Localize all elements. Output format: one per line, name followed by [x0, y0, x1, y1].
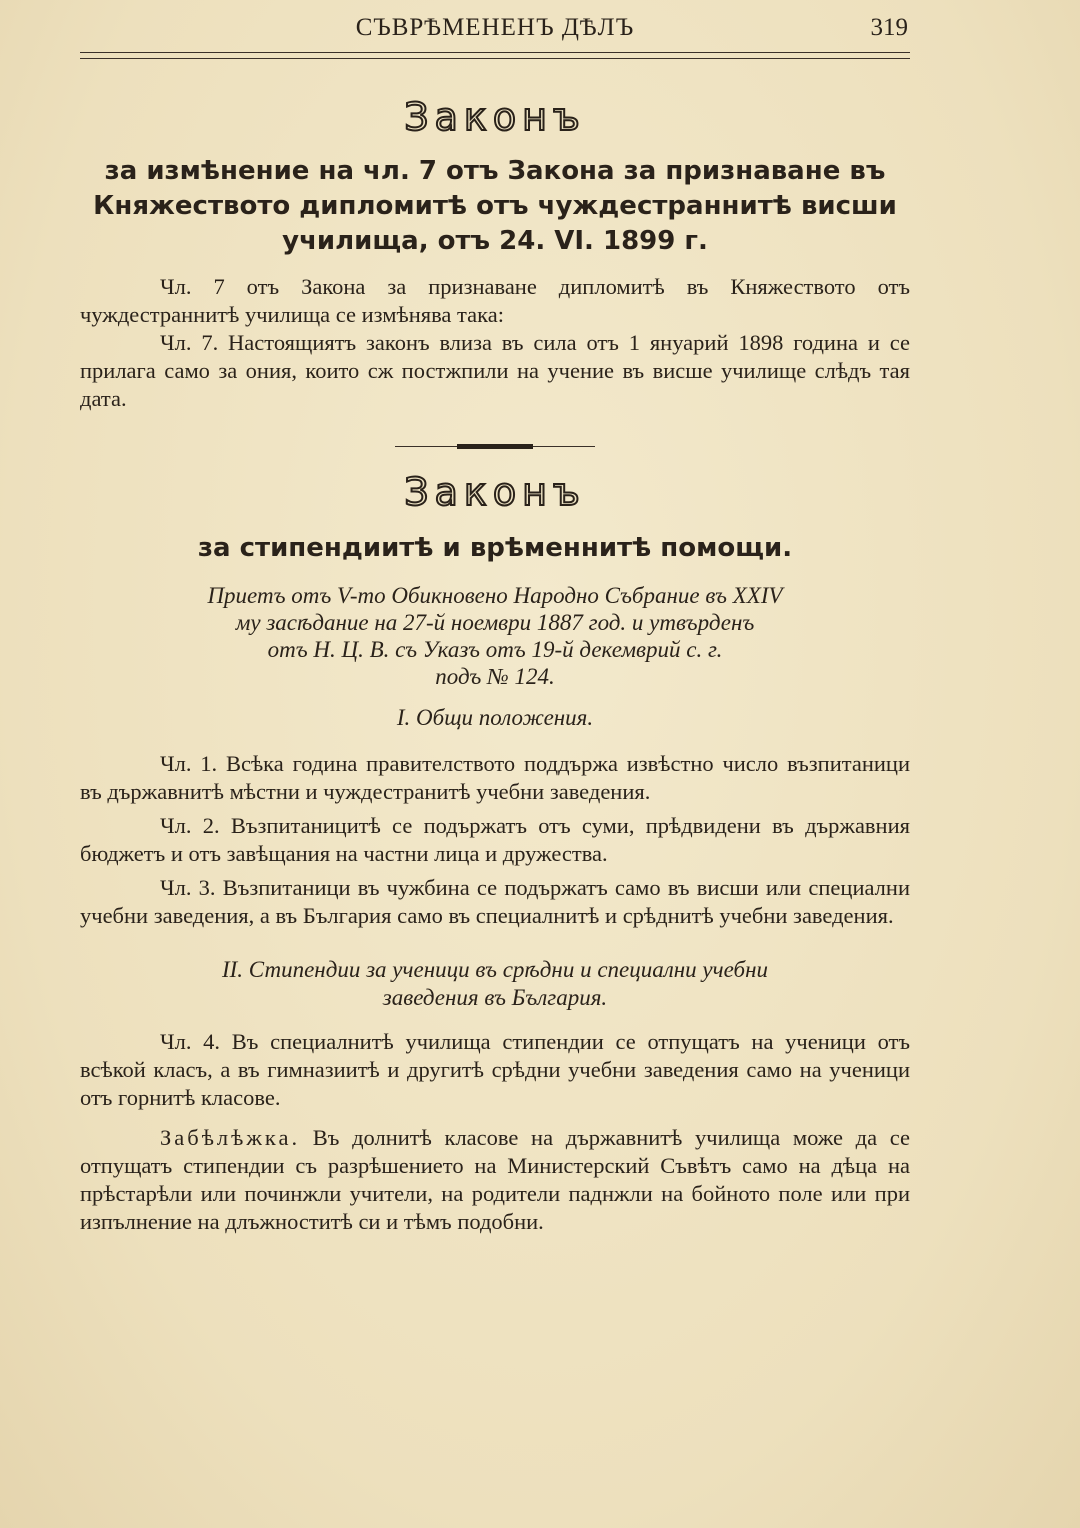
law-1-subtitle-line-3: училища, отъ 24. VI. 1899 г.	[282, 226, 708, 256]
note-text: Въ долнитѣ класове на държавнитѣ училища може да се отпущатъ стипендии съ разрѣшението на Министерский Съвѣтъ само на дѣца на прѣстарѣли или починжли учители, на родители паднжли на бойното поле или при изпълнение на длъжноститѣ си и тѣмъ подобни.	[80, 1125, 911, 1234]
note-label: Забѣлѣжка.	[160, 1125, 301, 1150]
article-4: Чл. 4. Въ специалнитѣ училища стипендии се отпущатъ на ученици отъ всѣкой класъ, а въ гимназиитѣ и другитѣ срѣдни учебни заведения само на ученици отъ горнитѣ класове.	[80, 1029, 910, 1110]
law-1-paragraph-2: Чл. 7. Настоящиятъ законъ влиза въ сила отъ 1 януарий 1898 година и се прилага само за ония, които сж постжпили на учение въ висше училище слѣдъ тая дата.	[80, 330, 910, 411]
law-2-title: Законъ	[404, 470, 586, 514]
law-2-subtitle: за стипендиитѣ и врѣменнитѣ помощи.	[197, 533, 793, 563]
adoption-note-line-2: му засѣдание на 27-й ноември 1887 год. и утвърденъ	[235, 610, 755, 635]
adoption-note-line-1: Приетъ отъ V-то Обикновено Народно Събрание въ XXIV	[207, 583, 783, 608]
section-2-title-line-1: II. Стипендии за ученици въ срѣдни и специални учебни	[221, 957, 768, 982]
article-1: Чл. 1. Всѣка година правителството поддържа извѣстно число възпитаници въ държавнитѣ мѣстни и чуждестранитѣ учебни заведения.	[80, 751, 910, 804]
adoption-note-line-3: отъ Н. Ц. В. съ Указъ отъ 19-й декемврий с. г.	[267, 637, 723, 662]
section-separator	[395, 437, 595, 457]
adoption-note-line-4: подъ № 124.	[435, 664, 555, 689]
law-1-subtitle-line-2: Княжеството дипломитѣ отъ чуждестраннитѣ висши	[93, 191, 897, 221]
note-paragraph	[80, 1124, 910, 1236]
law-1-title: Законъ	[404, 95, 586, 139]
page-header	[80, 14, 910, 44]
separator-bar	[457, 444, 533, 449]
section-1-title: I. Общи положения.	[396, 705, 594, 730]
header-double-rule	[80, 52, 910, 59]
law-1-subtitle-line-1: за измѣнение на чл. 7 отъ Закона за признаване въ	[104, 156, 886, 186]
page-content	[80, 92, 910, 1236]
running-title: СЪВРѢМЕНЕНЪ ДѢЛЪ	[355, 14, 635, 41]
page-number: 319	[870, 14, 908, 41]
article-3: Чл. 3. Възпитаници въ чужбина се подържатъ само въ висши или специални учебни заведения, а въ България само въ специалнитѣ и срѣднитѣ учебни заведения.	[80, 875, 910, 928]
article-2: Чл. 2. Възпитаницитѣ се подържатъ отъ суми, прѣдвидени въ държавния бюджетъ и отъ завѣщания на частни лица и дружества.	[80, 813, 910, 866]
law-1-paragraph-1: Чл. 7 отъ Закона за признаване дипломитѣ въ Княжеството отъ чуждестраннитѣ училища се измѣнява така:	[80, 274, 910, 327]
section-2-title-line-2: заведения въ България.	[382, 985, 608, 1010]
